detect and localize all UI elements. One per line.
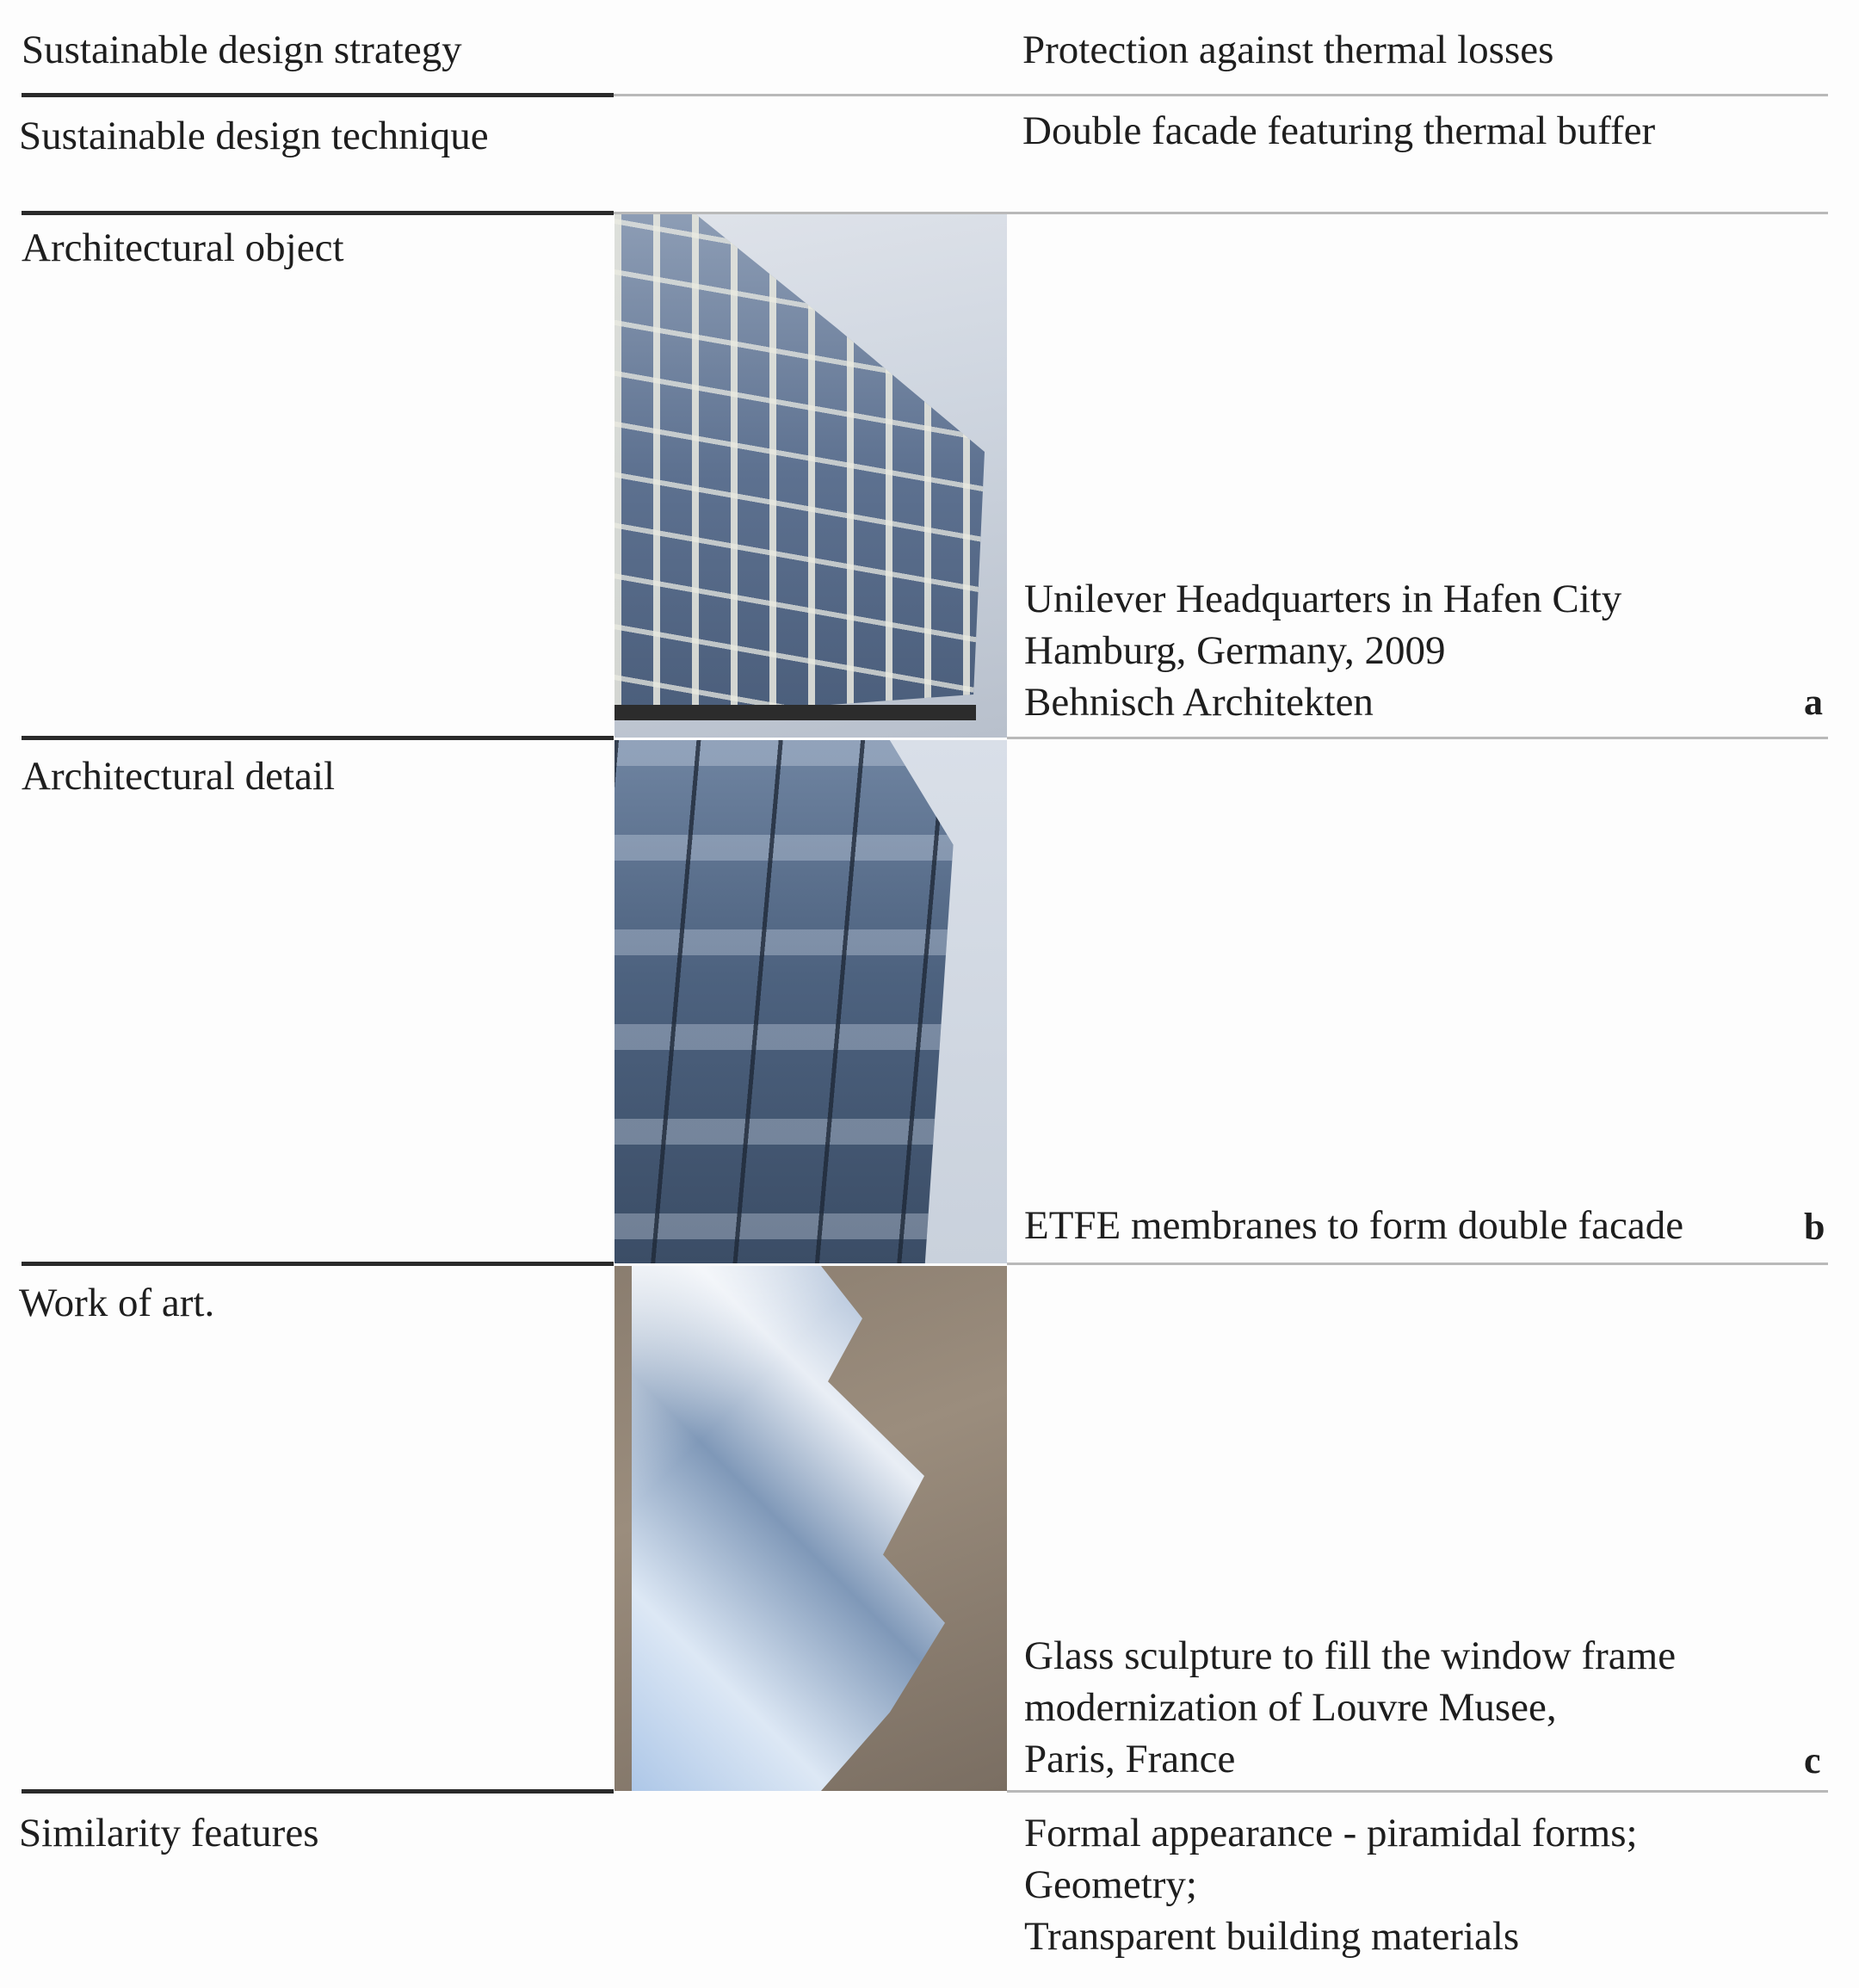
louvre-glass-sculpture-photo bbox=[615, 1266, 1007, 1791]
building-facade-shape bbox=[615, 214, 985, 731]
caption-line: Behnisch Architekten bbox=[1024, 680, 1374, 725]
unilever-headquarters-photo bbox=[615, 214, 1007, 738]
strategy-label: Sustainable design strategy bbox=[22, 28, 462, 72]
divider bbox=[22, 93, 614, 97]
caption-line: Hamburg, Germany, 2009 bbox=[1024, 628, 1446, 673]
row-label-work-of-art: Work of art. bbox=[19, 1281, 215, 1325]
similarity-line: Formal appearance - piramidal forms; bbox=[1024, 1811, 1638, 1855]
divider bbox=[1007, 1790, 1828, 1793]
similarity-label: Similarity features bbox=[19, 1811, 319, 1855]
figure-letter-c: c bbox=[1804, 1739, 1821, 1781]
building-base-shape bbox=[615, 705, 976, 720]
divider bbox=[22, 736, 614, 740]
similarity-values bbox=[1024, 1807, 1638, 1962]
caption-line: Paris, France bbox=[1024, 1737, 1236, 1781]
membrane-facade-shape bbox=[615, 740, 967, 1263]
figure-letter-a: a bbox=[1804, 681, 1823, 723]
divider bbox=[22, 1789, 614, 1794]
similarity-line: Transparent building materials bbox=[1024, 1914, 1520, 1959]
similarity-line: Geometry; bbox=[1024, 1862, 1197, 1907]
technique-value: Double facade featuring thermal buffer bbox=[1022, 108, 1656, 153]
divider bbox=[1007, 1263, 1828, 1265]
caption-line: Unilever Headquarters in Hafen City bbox=[1024, 577, 1622, 621]
caption-line: Glass sculpture to fill the window frame bbox=[1024, 1633, 1677, 1678]
glass-sculpture-shape bbox=[615, 1266, 959, 1791]
row-label-architectural-object: Architectural object bbox=[22, 225, 344, 270]
row-label-architectural-detail: Architectural detail bbox=[22, 754, 336, 799]
divider bbox=[22, 1262, 614, 1266]
strategy-value: Protection against thermal losses bbox=[1022, 28, 1554, 72]
caption-line: ETFE membranes to form double facade bbox=[1024, 1203, 1684, 1248]
caption-line: modernization of Louvre Musee, bbox=[1024, 1685, 1557, 1730]
technique-label: Sustainable design technique bbox=[19, 114, 489, 158]
divider bbox=[22, 211, 614, 215]
row-a-caption bbox=[1024, 573, 1621, 728]
row-c-caption bbox=[1024, 1630, 1676, 1785]
divider bbox=[1007, 737, 1828, 739]
divider bbox=[614, 94, 1828, 96]
etfe-membrane-detail-photo bbox=[615, 740, 1007, 1263]
row-b-caption bbox=[1024, 1200, 1683, 1251]
figure-letter-b: b bbox=[1804, 1206, 1825, 1248]
